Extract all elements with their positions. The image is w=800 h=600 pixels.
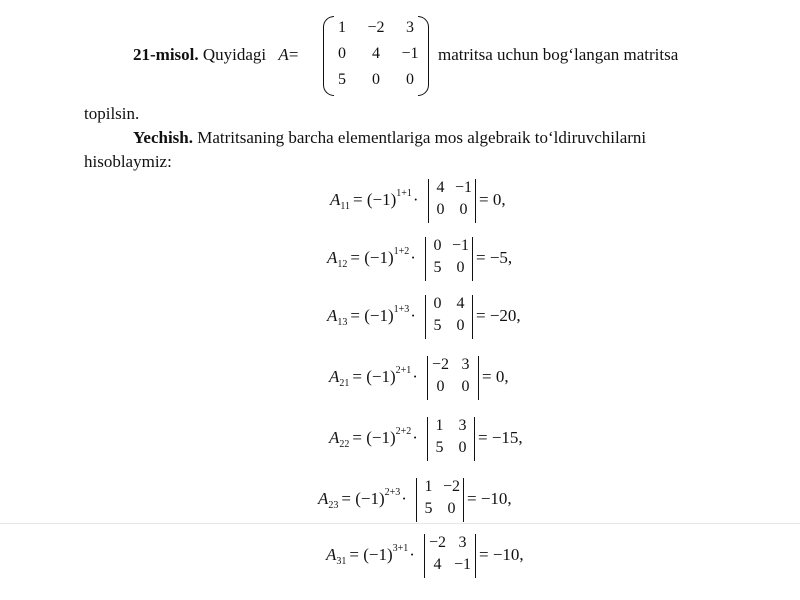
matrix-eq: = <box>288 45 299 64</box>
dot: · <box>410 248 416 267</box>
sign-base: = (−1) <box>353 190 397 209</box>
divider <box>0 523 800 524</box>
solution-text: Matritsaning barcha elementlariga mos algebraik to‘ldiruvchilarni <box>197 128 647 147</box>
cofactor-result: = −10, <box>479 545 524 564</box>
minor-cell: 0 <box>456 259 465 276</box>
minor-cell: 0 <box>461 378 470 395</box>
matrix-a <box>323 16 429 98</box>
cofactor-index: 31 <box>336 556 347 567</box>
minor-cell: 5 <box>424 500 433 517</box>
minor-cell: −1 <box>454 179 473 196</box>
sign-base: = (−1) <box>350 248 394 267</box>
problem-line <box>133 45 298 65</box>
cofactor-result: = −20, <box>476 306 521 325</box>
cofactor-expression <box>327 304 416 328</box>
dot: · <box>409 545 415 564</box>
sign-base: = (−1) <box>352 428 396 447</box>
cofactor-result: = −15, <box>478 428 523 447</box>
dot: · <box>412 190 419 209</box>
cofactor-symbol: A <box>329 428 340 447</box>
minor-cell: 1 <box>435 417 444 434</box>
matrix-cell: −1 <box>401 45 419 62</box>
minor-cell: −1 <box>451 237 470 254</box>
matrix-cell: 4 <box>372 45 380 62</box>
matrix-cell: 0 <box>338 45 346 62</box>
problem-text-after: matritsa uchun bog‘langan matritsa <box>438 45 679 64</box>
dot: · <box>412 428 418 447</box>
minor-cell: −1 <box>453 556 472 573</box>
minor-cell: −2 <box>428 534 447 551</box>
minor-determinant <box>427 356 479 400</box>
solution-continuation: hisoblaymiz: <box>84 152 172 171</box>
sign-base: = (−1) <box>341 489 385 508</box>
cofactor-index: 12 <box>337 259 348 270</box>
minor-cell: 0 <box>459 201 468 218</box>
cofactor-symbol: A <box>318 489 329 508</box>
cofactor-expression <box>329 365 418 389</box>
dot: · <box>410 306 416 325</box>
minor-determinant <box>416 478 464 522</box>
cofactor-index: 13 <box>337 317 348 328</box>
minor-determinant <box>424 534 476 578</box>
matrix-name: A <box>278 45 289 64</box>
minor-cell: 0 <box>433 295 442 312</box>
minor-cell: 0 <box>436 378 445 395</box>
cofactor-expression <box>327 246 416 270</box>
minor-cell: 0 <box>456 317 465 334</box>
cofactor-result: = 0, <box>482 367 509 386</box>
solution-line <box>133 128 646 148</box>
sign-base: = (−1) <box>350 306 394 325</box>
dot: · <box>412 367 418 386</box>
minor-cell: 0 <box>458 439 467 456</box>
minor-cell: 1 <box>424 478 433 495</box>
minor-cell: 4 <box>436 179 445 196</box>
minor-cell: 5 <box>433 259 442 276</box>
sign-exponent: 1+3 <box>393 304 410 315</box>
minor-cell: 0 <box>436 201 445 218</box>
cofactor-symbol: A <box>326 545 337 564</box>
matrix-cell: 0 <box>406 71 414 88</box>
cofactor-index: 11 <box>340 201 351 212</box>
minor-cell: 5 <box>435 439 444 456</box>
minor-determinant <box>428 179 476 223</box>
matrix-cell: 0 <box>372 71 380 88</box>
cofactor-symbol: A <box>329 367 340 386</box>
cofactor-result: = −5, <box>476 248 513 267</box>
minor-cell: 4 <box>456 295 465 312</box>
sign-exponent: 3+1 <box>392 543 409 554</box>
cofactor-result: = −10, <box>467 489 512 508</box>
problem-label: 21-misol. <box>133 45 199 64</box>
matrix-cell: 5 <box>338 71 346 88</box>
cofactor-expression <box>330 188 419 212</box>
minor-cell: −2 <box>431 356 450 373</box>
minor-cell: 0 <box>447 500 456 517</box>
sign-exponent: 1+2 <box>393 246 410 257</box>
cofactor-expression <box>329 426 418 450</box>
minor-cell: −2 <box>442 478 461 495</box>
minor-determinant <box>427 417 475 461</box>
cofactor-expression <box>326 543 415 567</box>
matrix-cell: 3 <box>406 19 414 36</box>
sign-base: = (−1) <box>349 545 393 564</box>
cofactor-symbol: A <box>327 306 338 325</box>
sign-base: = (−1) <box>352 367 396 386</box>
cofactor-symbol: A <box>327 248 338 267</box>
minor-determinant <box>425 295 473 339</box>
matrix-cell: 1 <box>338 19 346 36</box>
minor-cell: 4 <box>433 556 442 573</box>
minor-cell: 5 <box>433 317 442 334</box>
sign-exponent: 2+2 <box>395 426 412 437</box>
minor-determinant <box>425 237 473 281</box>
cofactor-index: 23 <box>328 500 339 511</box>
sign-exponent: 2+1 <box>395 365 412 376</box>
minor-cell: 3 <box>458 534 467 551</box>
cofactor-result: = 0, <box>479 190 506 209</box>
problem-continuation: topilsin. <box>84 104 140 123</box>
matrix-cell: −2 <box>367 19 385 36</box>
sign-exponent: 1+1 <box>396 188 412 199</box>
minor-cell: 3 <box>461 356 470 373</box>
cofactor-index: 22 <box>339 439 350 450</box>
cofactor-expression <box>318 487 407 511</box>
problem-text: Quyidagi <box>202 45 267 64</box>
cofactor-index: 21 <box>339 378 350 389</box>
sign-exponent: 2+3 <box>384 487 401 498</box>
minor-cell: 3 <box>458 417 467 434</box>
minor-cell: 0 <box>433 237 442 254</box>
cofactor-symbol: A <box>330 190 341 209</box>
solution-label: Yechish. <box>133 128 193 147</box>
dot: · <box>401 489 407 508</box>
